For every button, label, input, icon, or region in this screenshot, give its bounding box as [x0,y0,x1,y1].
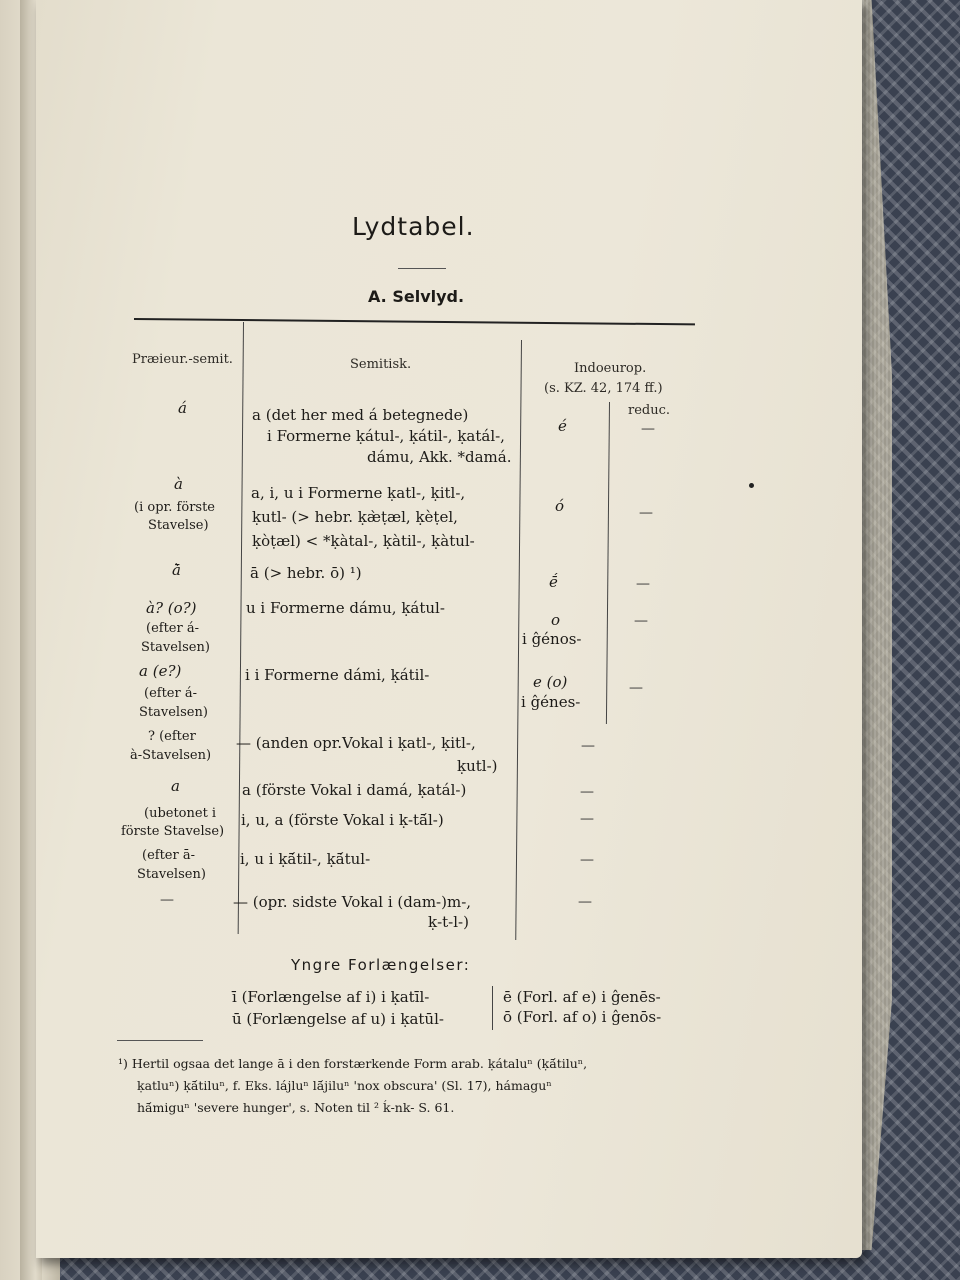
row3-sem: ā (> hebr. ō) ¹) [250,564,362,582]
row1-ie: é [558,417,567,435]
row2-reduc: — [639,505,653,521]
row1-sem-line1: a (det her med á betegnede) [252,406,469,424]
yngre-right-1: ē (Forl. af e) i ĝenēs- [503,988,661,1006]
row2-sem-line3: ḳòṭæl) < *ḳàtal-, ḳàtil-, ḳàtul- [252,532,475,550]
row9-sem: i, u i ḳā́til-, ḳā́tul- [240,850,371,868]
row4-pre-line3: Stavelsen) [141,640,210,655]
row2-sem-line1: a, i, u i Formerne ḳatl-, ḳitl-, [251,484,466,502]
yngre-divider [492,986,493,1030]
row1-pre: á [178,399,187,417]
ink-speck [749,483,754,488]
row6-sem-line1: — (anden opr.Vokal i ḳatl-, ḳitl-, [236,734,476,752]
row5-reduc: — [629,680,643,696]
row5-ie-line2: i ĝénes- [521,693,581,711]
row1-reduc: — [641,421,655,437]
row6-sem-line2: ḳutl-) [457,757,498,775]
row4-ie-line2: i ĝénos- [522,630,582,648]
section-heading: A. Selvlyd. [368,287,465,306]
yngre-right-2: ō (Forl. af o) i ĝenōs- [503,1008,662,1026]
row4-reduc: — [634,613,648,629]
row5-pre-line3: Stavelsen) [139,705,208,720]
footnote-rule [117,1040,203,1041]
row7-ie: — [580,784,594,800]
footnote-line3: hā́miguⁿ 'severe hunger', s. Noten til ² ḱ-nk- S. 61. [137,1100,455,1115]
row5-pre-line1: a (e?) [139,662,182,680]
header-indoeurop: Indoeurop. [574,361,647,376]
row3-ie: ḗ [549,573,558,591]
row9-pre-line2: Stavelsen) [137,867,206,882]
row10-pre: — [160,892,174,908]
row8-pre-line1: (ubetonet i [144,806,217,821]
row3-pre: ā̀ [172,561,181,579]
row5-sem: i i Formerne dámi, ḳátil- [245,666,430,684]
row9-ie: — [580,852,594,868]
header-indoeurop-ref: (s. KZ. 42, 174 ff.) [544,381,663,396]
row4-ie-line1: o [551,611,561,629]
row5-pre-line2: (efter á- [144,686,197,701]
row2-ie: ó [555,497,565,515]
title-rule [398,268,446,269]
row2-pre-line3: Stavelse) [148,518,209,533]
row10-sem-line1: — (opr. sidste Vokal i (dam-)m-, [233,893,472,911]
row7-pre: a [171,777,180,795]
row2-sem-line2: ḳutl- (> hebr. ḳæ̀ṭæl, ḳèṭel, [252,508,458,526]
row8-sem: i, u, a (förste Vokal i ḳ-tā́l-) [241,811,444,829]
page-title: Lydtabel. [352,212,475,241]
row1-sem-line2: i Formerne ḳátul-, ḳátil-, ḳatál-, [267,427,505,445]
header-reduc: reduc. [628,403,671,418]
row2-pre-line2: (i opr. förste [134,500,216,515]
row4-pre-line2: (efter á- [146,621,199,636]
row8-ie: — [580,811,594,827]
row9-pre-line1: (efter ā- [142,848,195,863]
row3-reduc: — [636,576,650,592]
footnote-line1: ¹) Hertil ogsaa det lange ā i den forstærkende Form arab. ḳátaluⁿ (ḳā́tiluⁿ, [118,1056,588,1071]
row6-pre-line2: à-Stavelsen) [130,748,212,763]
row7-sem: a (förste Vokal i damá, ḳatál-) [242,781,467,799]
yngre-heading: Yngre Forlængelser: [291,956,471,974]
yngre-left-1: ī (Forlængelse af i) i ḳatīl- [232,988,430,1006]
header-praeieur: Præieur.-semit. [132,352,233,367]
header-semitisk: Semitisk. [350,357,412,372]
row4-pre-line1: à? (o?) [146,599,197,617]
row2-pre-line1: à [174,475,183,493]
row10-ie: — [578,894,592,910]
yngre-left-2: ū (Forlængelse af u) i ḳatūl- [232,1010,444,1028]
row6-ie: — [581,738,595,754]
row1-sem-line3: dámu, Akk. *damá. [367,448,512,466]
row4-sem: u i Formerne dámu, ḳátul- [246,599,445,617]
row6-pre-line1: ? (efter [148,729,196,744]
row10-sem-line2: ḳ-t-l-) [428,913,469,931]
row5-ie-line1: e (o) [533,673,568,691]
row8-pre-line2: förste Stavelse) [121,824,225,839]
footnote-line2: ḳatluⁿ) ḳā́tiluⁿ, f. Eks. lájluⁿ lā́jiluⁿ 'nox obscura' (Sl. 17), hámaguⁿ [137,1078,552,1093]
